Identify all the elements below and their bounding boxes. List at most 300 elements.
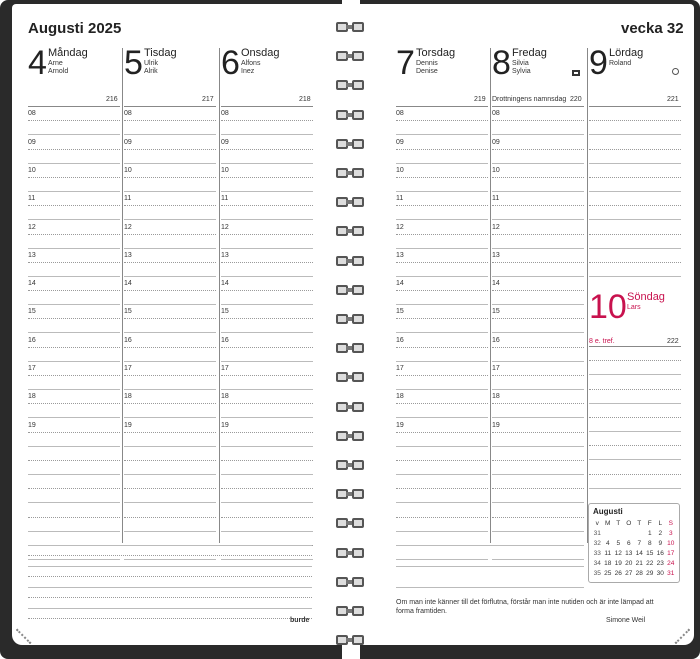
hour-label: 09: [492, 138, 500, 146]
day-name: Måndag: [48, 47, 88, 59]
half-hour-line: [492, 290, 584, 291]
binding-ring: [336, 518, 364, 528]
half-hour-line: [124, 347, 216, 348]
half-hour-line: [28, 517, 120, 518]
hour-label: 09: [124, 138, 132, 146]
mini-calendar-cell: 28: [635, 569, 643, 577]
half-hour-line: [221, 347, 313, 348]
hour-label: 18: [492, 393, 500, 401]
left-page: [12, 4, 348, 645]
hour-label: 15: [124, 308, 132, 316]
half-hour-line: [221, 177, 313, 178]
mini-calendar-cell: 8: [647, 539, 652, 547]
hour-line: [28, 191, 120, 192]
hour-line: [589, 488, 681, 489]
half-hour-line: [221, 460, 313, 461]
mini-calendar-cell: 15: [646, 549, 654, 557]
half-hour-line: [28, 460, 120, 461]
hour-line: [124, 248, 216, 249]
hour-label: 11: [221, 195, 229, 203]
hour-line: [492, 559, 584, 560]
mini-calendar-cell: 16: [656, 549, 664, 557]
hour-line: [589, 403, 681, 404]
mini-calendar-cell: [634, 528, 645, 538]
hour-line: [589, 374, 681, 375]
day-number: 6: [221, 44, 240, 82]
half-hour-line: [492, 347, 584, 348]
hour-label: 17: [221, 365, 229, 372]
mini-calendar-header: O: [626, 519, 632, 527]
mini-calendar-cell: [624, 528, 635, 538]
binding-ring: [336, 489, 364, 499]
mini-calendar-cell: 24: [667, 559, 675, 567]
binding-ring: [336, 226, 364, 236]
half-hour-line: [396, 262, 488, 263]
half-hour-line: [589, 205, 681, 206]
hour-line: [396, 134, 488, 135]
half-hour-line: [396, 432, 488, 433]
hour-label: 18: [396, 393, 404, 401]
half-hour-line: [221, 403, 313, 404]
hour-line: [124, 559, 216, 560]
hour-label: 08: [396, 110, 404, 118]
mini-calendar-cell: 31: [593, 529, 601, 537]
hour-label: 11: [492, 195, 500, 203]
day-line: [589, 346, 681, 347]
half-hour-line: [124, 234, 216, 235]
hour-label: 10: [124, 166, 132, 174]
hour-line: [492, 474, 584, 475]
hour-label: 15: [492, 308, 500, 316]
hour-line: [396, 361, 488, 362]
half-hour-line: [396, 120, 488, 121]
hour-label: 13: [396, 251, 404, 259]
binding-ring: [336, 548, 364, 558]
binding-ring: [336, 110, 364, 120]
hour-line: [124, 191, 216, 192]
hour-line: [124, 163, 216, 164]
hour-label: 12: [221, 223, 229, 231]
day-line: [28, 106, 120, 107]
mini-calendar-cell: 29: [646, 569, 654, 577]
hour-line: [221, 446, 313, 447]
half-hour-line: [589, 389, 681, 390]
mini-calendar-table: [592, 518, 676, 578]
binding-ring: [336, 139, 364, 149]
hour-label: 19: [492, 421, 500, 429]
half-hour-line: [589, 360, 681, 361]
day-of-year: 222: [667, 338, 679, 345]
notes-line: [396, 566, 584, 567]
hour-label: 19: [28, 421, 36, 429]
day-line: [589, 106, 681, 107]
binding-ring: [336, 285, 364, 295]
hour-label: 15: [221, 308, 229, 316]
hour-label: 08: [28, 110, 36, 118]
day-of-year: 216: [106, 96, 118, 103]
hour-line: [221, 559, 313, 560]
hour-line: [589, 459, 681, 460]
hour-line: [28, 304, 120, 305]
half-hour-line: [492, 432, 584, 433]
half-hour-line: [396, 290, 488, 291]
hour-line: [221, 474, 313, 475]
half-hour-line: [589, 120, 681, 121]
half-hour-line: [396, 205, 488, 206]
hour-label: 09: [396, 138, 404, 146]
day-number: 8: [492, 44, 511, 82]
hour-line: [221, 389, 313, 390]
half-hour-line: [221, 120, 313, 121]
hour-line: [396, 446, 488, 447]
hour-line: [124, 332, 216, 333]
binding-ring: [336, 372, 364, 382]
half-hour-line: [124, 262, 216, 263]
notes-line: [28, 608, 312, 609]
notes-dotted-line: [28, 597, 312, 598]
hour-line: [396, 502, 488, 503]
day-line: [124, 106, 216, 107]
hour-line: [492, 276, 584, 277]
hour-label: 15: [396, 308, 404, 316]
hour-line: [221, 332, 313, 333]
mini-calendar-cell: 9: [658, 539, 663, 547]
mini-calendar-cell: 7: [637, 539, 642, 547]
hour-label: 16: [396, 336, 404, 344]
hour-label: 13: [28, 251, 36, 259]
hour-line: [492, 446, 584, 447]
hour-line: [28, 531, 120, 532]
hour-label: 12: [492, 223, 500, 231]
half-hour-line: [28, 205, 120, 206]
hour-line: [124, 389, 216, 390]
binding-ring: [336, 22, 364, 32]
hour-label: 09: [221, 138, 229, 146]
notes-dotted-line: [28, 576, 312, 577]
quote-text: Om man inte känner till det förflutna, förstår man inte nutiden och är inte lämpad att forma framtiden.: [396, 599, 654, 615]
hour-label: 12: [124, 223, 132, 231]
hour-line: [124, 531, 216, 532]
binding-ring: [336, 606, 364, 616]
mini-calendar-cell: 27: [625, 569, 633, 577]
hour-line: [492, 248, 584, 249]
half-hour-line: [396, 460, 488, 461]
hour-line: [28, 219, 120, 220]
hour-label: 14: [221, 280, 229, 288]
mini-calendar-cell: 17: [667, 549, 675, 557]
hour-line: [124, 474, 216, 475]
half-hour-line: [396, 517, 488, 518]
day-note: Drottningens namnsdag: [492, 96, 567, 103]
day-of-year: 217: [202, 96, 214, 103]
binding-ring: [336, 577, 364, 587]
half-hour-line: [124, 205, 216, 206]
half-hour-line: [589, 262, 681, 263]
binding-ring: [336, 635, 364, 645]
name-day: Ulrik Alrik: [144, 60, 158, 75]
hour-label: 08: [124, 110, 132, 118]
hour-line: [28, 332, 120, 333]
half-hour-line: [396, 177, 488, 178]
day-of-year: 219: [474, 96, 486, 103]
day-name: Söndag: [627, 291, 665, 303]
hour-line: [124, 502, 216, 503]
hour-label: 14: [28, 280, 36, 288]
mini-calendar-cell: 13: [625, 549, 633, 557]
hour-line: [492, 134, 584, 135]
half-hour-line: [589, 177, 681, 178]
hour-line: [28, 502, 120, 503]
half-hour-line: [124, 177, 216, 178]
half-hour-line: [221, 262, 313, 263]
hour-label: 19: [124, 421, 132, 429]
hour-line: [124, 276, 216, 277]
mini-calendar-cell: 21: [635, 559, 643, 567]
binding-ring: [336, 80, 364, 90]
mini-calendar-header: T: [616, 519, 621, 527]
hour-label: 10: [396, 166, 404, 174]
half-hour-line: [492, 120, 584, 121]
hour-line: [589, 163, 681, 164]
hour-line: [589, 191, 681, 192]
name-day: Dennis Denise: [416, 60, 438, 75]
half-hour-line: [124, 375, 216, 376]
half-hour-line: [492, 403, 584, 404]
hour-line: [492, 163, 584, 164]
half-hour-line: [124, 517, 216, 518]
hour-label: 17: [396, 365, 404, 372]
mini-calendar-cell: 30: [656, 569, 664, 577]
month-year-title: Augusti 2025: [28, 20, 122, 37]
half-hour-line: [28, 375, 120, 376]
column-divider: [219, 48, 220, 543]
binding-ring: [336, 460, 364, 470]
mini-calendar-cell: [613, 528, 624, 538]
hour-line: [124, 361, 216, 362]
hour-label: 11: [396, 195, 404, 203]
half-hour-line: [124, 432, 216, 433]
mini-calendar-cell: 34: [593, 559, 601, 567]
hour-label: 11: [124, 195, 132, 203]
hour-line: [28, 417, 120, 418]
hour-line: [396, 248, 488, 249]
hour-label: 17: [492, 365, 500, 372]
moon-phase-icon: [672, 68, 679, 75]
hour-line: [396, 304, 488, 305]
hour-label: 17: [124, 365, 132, 372]
half-hour-line: [124, 318, 216, 319]
half-hour-line: [589, 445, 681, 446]
half-hour-line: [28, 403, 120, 404]
hour-line: [492, 304, 584, 305]
mini-calendar: [588, 503, 680, 583]
half-hour-line: [492, 460, 584, 461]
notes-line: [28, 587, 312, 588]
half-hour-line: [396, 149, 488, 150]
hour-line: [28, 276, 120, 277]
hour-line: [28, 248, 120, 249]
half-hour-line: [124, 120, 216, 121]
binding-ring: [336, 343, 364, 353]
half-hour-line: [221, 290, 313, 291]
hour-line: [396, 332, 488, 333]
half-hour-line: [589, 149, 681, 150]
hour-line: [221, 502, 313, 503]
day-name: Torsdag: [416, 47, 456, 59]
half-hour-line: [492, 149, 584, 150]
half-hour-line: [396, 375, 488, 376]
half-hour-line: [589, 417, 681, 418]
hour-line: [124, 134, 216, 135]
hour-label: 17: [28, 365, 36, 372]
hour-line: [396, 474, 488, 475]
mini-calendar-header: L: [658, 519, 663, 527]
half-hour-line: [124, 290, 216, 291]
mini-calendar-cell: 14: [635, 549, 643, 557]
hour-line: [492, 389, 584, 390]
hour-line: [221, 531, 313, 532]
hour-line: [492, 417, 584, 418]
mini-calendar-cell: 5: [616, 539, 621, 547]
day-number: 10: [589, 288, 627, 326]
hour-label: 18: [221, 393, 229, 401]
half-hour-line: [221, 149, 313, 150]
hour-label: 11: [28, 195, 36, 203]
mini-calendar-cell: 32: [593, 539, 601, 547]
day-name: Onsdag: [241, 47, 280, 59]
mini-calendar-cell: 31: [667, 569, 675, 577]
hour-line: [589, 219, 681, 220]
hour-line: [396, 163, 488, 164]
hour-line: [221, 219, 313, 220]
hour-label: 13: [492, 251, 500, 259]
day-number: 7: [396, 44, 415, 82]
notes-line: [28, 566, 312, 567]
hour-line: [221, 163, 313, 164]
hour-line: [589, 248, 681, 249]
day-line: [396, 106, 488, 107]
name-day: Arne Arnold: [48, 60, 69, 75]
hour-line: [221, 134, 313, 135]
hour-label: 08: [492, 110, 500, 118]
day-name: Lördag: [609, 47, 644, 59]
half-hour-line: [28, 177, 120, 178]
binding-ring: [336, 431, 364, 441]
hour-label: 10: [28, 166, 36, 174]
half-hour-line: [28, 488, 120, 489]
hour-line: [221, 191, 313, 192]
day-number: 4: [28, 44, 47, 82]
hour-label: 15: [28, 308, 36, 316]
hour-label: 16: [221, 336, 229, 344]
day-of-year: 218: [299, 96, 311, 103]
column-divider: [587, 48, 588, 543]
half-hour-line: [28, 347, 120, 348]
hour-line: [492, 332, 584, 333]
column-divider: [490, 48, 491, 543]
flag-icon: [572, 70, 580, 76]
hour-line: [28, 134, 120, 135]
half-hour-line: [589, 474, 681, 475]
hour-label: 08: [221, 110, 229, 118]
mini-calendar-cell: 1: [647, 529, 652, 537]
week-title: vecka 32: [621, 20, 684, 37]
hour-label: 09: [28, 138, 36, 146]
hour-line: [124, 219, 216, 220]
half-hour-line: [28, 432, 120, 433]
spine: [342, 0, 360, 659]
mini-calendar-cell: 6: [626, 539, 631, 547]
notes-dotted-line: [28, 618, 312, 619]
hour-line: [221, 417, 313, 418]
mini-calendar-cell: 18: [604, 559, 612, 567]
mini-calendar-cell: 11: [604, 549, 612, 557]
mini-calendar-cell: 3: [668, 529, 673, 537]
half-hour-line: [221, 488, 313, 489]
hour-label: 12: [28, 223, 36, 231]
hour-line: [124, 446, 216, 447]
hour-line: [492, 361, 584, 362]
half-hour-line: [28, 318, 120, 319]
hour-line: [396, 417, 488, 418]
hour-label: 19: [396, 421, 404, 429]
hour-label: 16: [492, 336, 500, 344]
half-hour-line: [221, 234, 313, 235]
binding-ring: [336, 51, 364, 61]
mini-calendar-header: M: [605, 519, 611, 527]
half-hour-line: [492, 488, 584, 489]
half-hour-line: [124, 149, 216, 150]
hour-label: 18: [124, 393, 132, 401]
half-hour-line: [396, 234, 488, 235]
name-day: Roland: [609, 60, 632, 67]
hour-label: 14: [396, 280, 404, 288]
binding-ring: [336, 197, 364, 207]
hour-label: 10: [492, 166, 500, 174]
half-hour-line: [221, 318, 313, 319]
hour-line: [492, 191, 584, 192]
hour-line: [28, 446, 120, 447]
mini-calendar-cell: 10: [667, 539, 675, 547]
mini-calendar-header: T: [637, 519, 642, 527]
brand-logo: burde: [290, 617, 310, 624]
hour-line: [492, 502, 584, 503]
hour-line: [492, 219, 584, 220]
hour-line: [492, 531, 584, 532]
day-name: Tisdag: [144, 47, 177, 59]
hour-line: [221, 361, 313, 362]
mini-calendar-cell: 35: [593, 569, 601, 577]
half-hour-line: [492, 177, 584, 178]
half-hour-line: [589, 234, 681, 235]
hour-line: [28, 559, 120, 560]
hour-line: [124, 417, 216, 418]
day-of-year: 220: [570, 96, 582, 103]
half-hour-line: [396, 488, 488, 489]
name-day: Alfons Inez: [241, 60, 261, 75]
half-hour-line: [396, 318, 488, 319]
day-number: 9: [589, 44, 608, 82]
hour-label: 10: [221, 166, 229, 174]
half-hour-line: [28, 234, 120, 235]
hour-line: [396, 276, 488, 277]
hour-label: 13: [221, 251, 229, 259]
half-hour-line: [492, 318, 584, 319]
hour-line: [396, 191, 488, 192]
half-hour-line: [28, 262, 120, 263]
name-day: Silvia Sylvia: [512, 60, 531, 75]
binding-ring: [336, 314, 364, 324]
